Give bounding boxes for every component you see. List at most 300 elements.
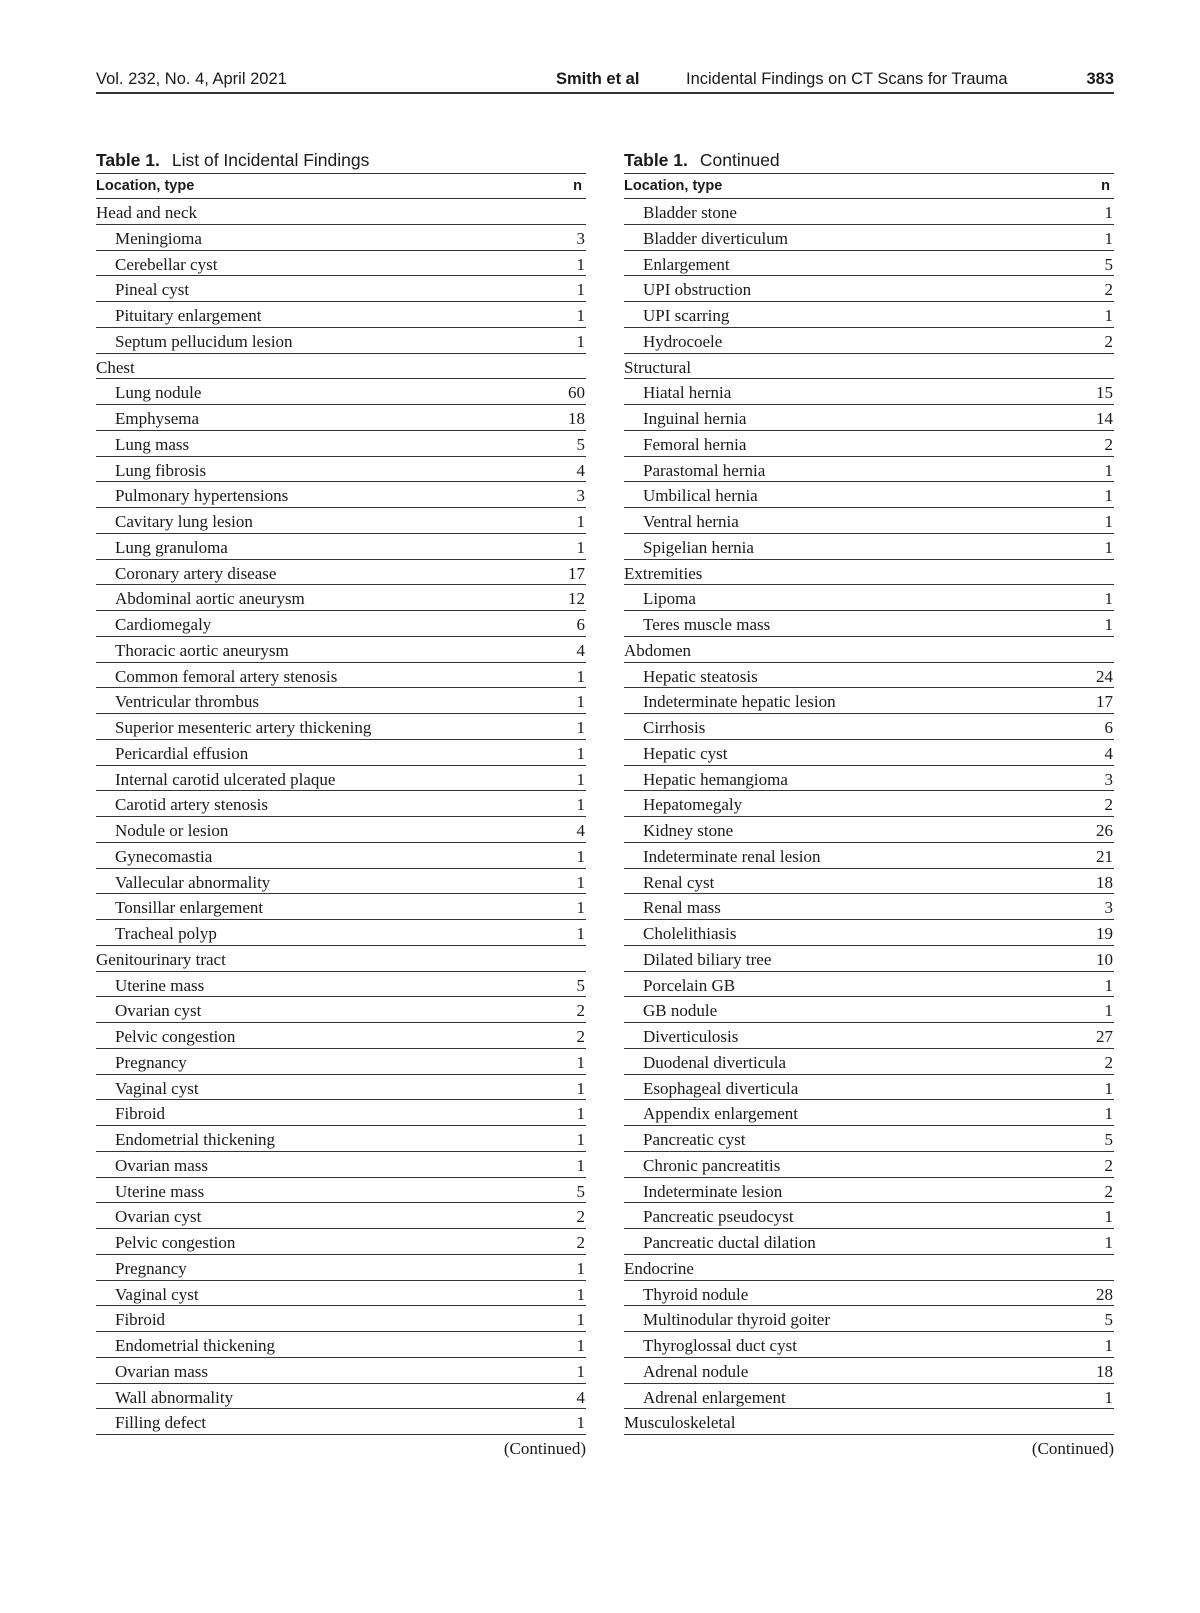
table-category-row: [624, 1255, 1114, 1281]
table-row: [624, 1332, 1114, 1358]
finding-count: 5: [576, 1181, 585, 1201]
table-row: [96, 997, 586, 1023]
table-row: [624, 1100, 1114, 1126]
running-title: Incidental Findings on CT Scans for Trauma: [686, 70, 1008, 88]
finding-label: Pancreatic cyst: [643, 1130, 746, 1149]
finding-count: 1: [576, 692, 585, 712]
table-row: [96, 560, 586, 586]
table-row: [624, 457, 1114, 483]
finding-label: Pericardial effusion: [115, 743, 249, 763]
finding-label: Emphysema: [115, 409, 200, 428]
table-body: [96, 199, 586, 1435]
finding-count: 4: [576, 821, 585, 840]
category-label: Structural: [624, 357, 692, 377]
table-row: [624, 482, 1114, 508]
finding-label: Ventral hernia: [643, 512, 739, 531]
table-body: [624, 199, 1114, 1435]
finding-count: 2: [576, 1207, 585, 1227]
category-label: Musculoskeletal: [624, 1413, 736, 1433]
finding-count: 1: [576, 1284, 585, 1304]
table-category-row: [624, 1409, 1114, 1435]
finding-count: 17: [568, 563, 585, 583]
finding-label: Spigelian hernia: [643, 537, 754, 557]
finding-count: 1: [1104, 486, 1113, 506]
table-caption-label: Table 1.: [96, 150, 160, 170]
finding-label: Lung fibrosis: [115, 460, 207, 480]
table-row: [624, 1358, 1114, 1384]
finding-label: Duodenal diverticula: [643, 1052, 787, 1072]
journal-volume: Vol. 232, No. 4, April 2021: [96, 70, 287, 88]
table-row: [96, 1023, 586, 1049]
finding-label: Hydrocoele: [643, 331, 723, 351]
finding-count: 1: [576, 1361, 585, 1381]
table-row: [624, 817, 1114, 843]
table-row: [624, 1306, 1114, 1332]
table-row: [624, 766, 1114, 792]
finding-count: 1: [576, 512, 585, 531]
finding-label: Bladder diverticulum: [643, 228, 788, 248]
finding-count: 1: [576, 1104, 585, 1124]
table-row: [624, 405, 1114, 431]
finding-count: 1: [576, 846, 585, 866]
finding-label: Ovarian mass: [115, 1155, 209, 1175]
finding-label: Femoral hernia: [643, 434, 747, 454]
table-row: [96, 1332, 586, 1358]
finding-label: Pancreatic ductal dilation: [643, 1233, 816, 1252]
finding-label: Indeterminate renal lesion: [643, 846, 821, 866]
table-row: [624, 276, 1114, 302]
category-label: Extremities: [624, 563, 703, 583]
finding-count: 18: [568, 409, 585, 428]
table-row: [96, 1203, 586, 1229]
table-row: [96, 431, 586, 457]
table-row: [96, 714, 586, 740]
finding-count: 5: [576, 975, 585, 995]
finding-label: Pregnancy: [115, 1052, 187, 1072]
finding-count: 1: [1104, 537, 1113, 557]
table-row: [96, 637, 586, 663]
finding-label: Ventricular thrombus: [115, 692, 259, 712]
finding-label: Abdominal aortic aneurysm: [115, 589, 305, 609]
finding-count: 1: [576, 1413, 585, 1433]
table-category-row: [624, 637, 1114, 663]
finding-label: Meningioma: [115, 228, 202, 248]
table-row: [624, 1178, 1114, 1204]
finding-label: Pelvic congestion: [115, 1027, 236, 1046]
column-header-n: n: [573, 178, 582, 194]
finding-count: 1: [576, 1310, 585, 1330]
finding-label: Dilated biliary tree: [643, 949, 772, 969]
finding-label: Renal mass: [643, 898, 721, 918]
table-category-row: [96, 946, 586, 972]
finding-count: 1: [1104, 203, 1113, 222]
table-category-row: [96, 354, 586, 380]
table-row: [624, 328, 1114, 354]
finding-count: 10: [1096, 949, 1113, 969]
finding-count: 5: [1104, 254, 1113, 274]
table-row: [624, 1229, 1114, 1255]
finding-count: 3: [1104, 898, 1113, 918]
table-row: [624, 920, 1114, 946]
table-row: [96, 1100, 586, 1126]
table-caption-text: Continued: [699, 150, 780, 170]
finding-count: 2: [1104, 434, 1113, 454]
table-row: [96, 251, 586, 277]
finding-label: Multinodular thyroid goiter: [643, 1310, 830, 1330]
table-row: [624, 688, 1114, 714]
finding-count: 5: [576, 434, 585, 454]
table-row: [624, 997, 1114, 1023]
finding-label: Umbilical hernia: [643, 486, 758, 506]
finding-label: Pineal cyst: [115, 280, 190, 300]
finding-count: 1: [576, 254, 585, 274]
table-row: [96, 328, 586, 354]
column-header-n: n: [1101, 178, 1110, 194]
finding-label: Cholelithiasis: [643, 924, 737, 943]
table-row: [624, 1384, 1114, 1410]
finding-label: Hiatal hernia: [643, 383, 732, 403]
finding-label: Hepatic steatosis: [643, 666, 758, 686]
finding-label: Fibroid: [115, 1104, 166, 1124]
category-label: Head and neck: [96, 203, 198, 222]
table-row: [624, 714, 1114, 740]
table-row: [624, 611, 1114, 637]
finding-count: 1: [1104, 1078, 1113, 1098]
table-row: [96, 869, 586, 895]
table-row: [96, 611, 586, 637]
finding-label: Enlargement: [643, 254, 730, 274]
finding-count: 1: [1104, 615, 1113, 634]
finding-label: Ovarian cyst: [115, 1001, 202, 1021]
table-category-row: [624, 354, 1114, 380]
finding-count: 14: [1096, 409, 1113, 428]
finding-label: Pulmonary hypertensions: [115, 486, 289, 506]
finding-count: 1: [1104, 1104, 1113, 1124]
table-row: [624, 1023, 1114, 1049]
finding-label: Filling defect: [115, 1413, 207, 1433]
table-row: [96, 1281, 586, 1307]
finding-label: Endometrial thickening: [115, 1130, 276, 1149]
finding-label: Nodule or lesion: [115, 821, 229, 840]
table-row: [624, 225, 1114, 251]
finding-label: Cerebellar cyst: [115, 254, 218, 274]
finding-count: 3: [576, 228, 585, 248]
finding-label: Lung mass: [115, 434, 190, 454]
table-category-row: [624, 560, 1114, 586]
finding-count: 1: [576, 1336, 585, 1355]
table-row: [96, 405, 586, 431]
finding-label: Lung granuloma: [115, 537, 228, 557]
table-row: [624, 869, 1114, 895]
table-row: [96, 1049, 586, 1075]
finding-count: 1: [1104, 1001, 1113, 1021]
finding-count: 1: [576, 306, 585, 325]
table-row: [96, 920, 586, 946]
table-row: [96, 225, 586, 251]
table-row: [96, 843, 586, 869]
finding-count: 1: [1104, 228, 1113, 248]
finding-label: Adrenal enlargement: [643, 1387, 786, 1407]
table-row: [96, 766, 586, 792]
table-row: [624, 1126, 1114, 1152]
category-label: Genitourinary tract: [96, 949, 226, 969]
finding-count: 18: [1096, 872, 1113, 892]
finding-label: Internal carotid ulcerated plaque: [115, 769, 336, 789]
finding-count: 1: [576, 1130, 585, 1149]
running-header: [96, 62, 1114, 94]
finding-label: Endometrial thickening: [115, 1336, 276, 1355]
table-row: [96, 585, 586, 611]
finding-label: Vaginal cyst: [115, 1078, 199, 1098]
table-right: [624, 148, 1114, 1461]
finding-count: 3: [576, 486, 585, 506]
table-row: [96, 1152, 586, 1178]
finding-label: Appendix enlargement: [643, 1104, 799, 1124]
table-row: [96, 817, 586, 843]
finding-count: 1: [1104, 1336, 1113, 1355]
finding-label: Inguinal hernia: [643, 409, 747, 428]
finding-count: 1: [576, 280, 585, 300]
category-label: Chest: [96, 357, 135, 377]
finding-count: 1: [576, 795, 585, 815]
finding-label: Carotid artery stenosis: [115, 795, 268, 815]
finding-label: Septum pellucidum lesion: [115, 331, 293, 351]
table-row: [96, 534, 586, 560]
finding-count: 1: [576, 898, 585, 918]
table-row: [96, 791, 586, 817]
table-row: [96, 1075, 586, 1101]
table-row: [96, 1409, 586, 1435]
finding-label: Diverticulosis: [643, 1027, 739, 1046]
table-left: [96, 148, 586, 1461]
finding-count: 1: [576, 872, 585, 892]
finding-label: Thyroid nodule: [643, 1284, 749, 1304]
finding-count: 2: [576, 1027, 585, 1046]
page-number: 383: [1086, 70, 1114, 88]
table-row: [624, 199, 1114, 225]
finding-count: 1: [576, 924, 585, 943]
finding-label: UPI obstruction: [643, 280, 752, 300]
table-header-row: [624, 174, 1114, 199]
finding-count: 4: [576, 1387, 585, 1407]
finding-label: Vaginal cyst: [115, 1284, 199, 1304]
finding-label: Indeterminate lesion: [643, 1181, 783, 1201]
table-row: [96, 1255, 586, 1281]
table-row: [624, 585, 1114, 611]
table-row: [96, 1358, 586, 1384]
table-row: [624, 1049, 1114, 1075]
finding-label: Cardiomegaly: [115, 615, 212, 634]
table-row: [624, 791, 1114, 817]
table-row: [624, 508, 1114, 534]
table-category-row: [96, 199, 586, 225]
finding-label: Tracheal polyp: [115, 924, 217, 943]
finding-count: 1: [576, 769, 585, 789]
table-row: [96, 1306, 586, 1332]
finding-count: 27: [1096, 1027, 1113, 1046]
finding-count: 1: [1104, 1387, 1113, 1407]
finding-count: 2: [1104, 280, 1113, 300]
finding-label: Vallecular abnormality: [115, 872, 271, 892]
table-row: [624, 302, 1114, 328]
finding-count: 4: [576, 640, 585, 660]
table-row: [624, 534, 1114, 560]
table-row: [96, 482, 586, 508]
finding-count: 1: [576, 331, 585, 351]
finding-label: Renal cyst: [643, 872, 715, 892]
finding-label: Adrenal nodule: [643, 1361, 749, 1381]
continued-note: (Continued): [503, 1439, 586, 1458]
table-row: [624, 1203, 1114, 1229]
table-row: [96, 1229, 586, 1255]
table-row: [624, 663, 1114, 689]
finding-label: Bladder stone: [643, 203, 737, 222]
finding-label: Hepatomegaly: [643, 795, 743, 815]
finding-label: Ovarian mass: [115, 1361, 209, 1381]
table-row: [96, 379, 586, 405]
finding-count: 4: [576, 460, 585, 480]
category-label: Endocrine: [624, 1258, 694, 1278]
finding-label: Cavitary lung lesion: [115, 512, 253, 531]
table-row: [624, 251, 1114, 277]
finding-count: 1: [1104, 1233, 1113, 1252]
table-row: [96, 663, 586, 689]
finding-count: 2: [1104, 1155, 1113, 1175]
category-label: Abdomen: [624, 640, 692, 660]
finding-count: 1: [576, 1078, 585, 1098]
table-row: [624, 431, 1114, 457]
finding-count: 6: [576, 615, 585, 634]
finding-label: Gynecomastia: [115, 846, 213, 866]
finding-count: 2: [1104, 331, 1113, 351]
finding-count: 1: [576, 537, 585, 557]
finding-label: Superior mesenteric artery thickening: [115, 718, 372, 737]
table-row: [96, 688, 586, 714]
finding-label: Coronary artery disease: [115, 563, 277, 583]
table-row: [96, 457, 586, 483]
finding-count: 1: [1104, 1207, 1113, 1227]
finding-count: 1: [576, 666, 585, 686]
table-row: [96, 1384, 586, 1410]
table-row: [96, 740, 586, 766]
finding-count: 24: [1096, 666, 1113, 686]
finding-count: 4: [1104, 743, 1113, 763]
finding-label: Indeterminate hepatic lesion: [643, 692, 836, 712]
finding-count: 1: [576, 1155, 585, 1175]
finding-label: Teres muscle mass: [643, 615, 771, 634]
column-header-location: Location, type: [96, 178, 195, 194]
finding-count: 5: [1104, 1310, 1113, 1330]
finding-count: 2: [1104, 1181, 1113, 1201]
finding-label: Tonsillar enlargement: [115, 898, 264, 918]
finding-count: 1: [1104, 460, 1113, 480]
table-row: [624, 894, 1114, 920]
finding-count: 1: [576, 743, 585, 763]
table-row: [624, 1281, 1114, 1307]
table-row: [96, 508, 586, 534]
table-row: [624, 1075, 1114, 1101]
finding-label: Esophageal diverticula: [643, 1078, 799, 1098]
table-header-row: [96, 174, 586, 199]
finding-count: 21: [1096, 846, 1113, 866]
table-row: [96, 894, 586, 920]
table-caption-text: List of Incidental Findings: [171, 150, 370, 170]
finding-label: GB nodule: [643, 1001, 718, 1021]
finding-label: Uterine mass: [115, 975, 205, 995]
finding-count: 2: [1104, 1052, 1113, 1072]
finding-count: 6: [1104, 718, 1113, 737]
finding-count: 1: [576, 1258, 585, 1278]
finding-label: Hepatic hemangioma: [643, 769, 788, 789]
table-row: [624, 379, 1114, 405]
finding-count: 26: [1096, 821, 1113, 840]
table-caption-label: Table 1.: [624, 150, 688, 170]
finding-label: Common femoral artery stenosis: [115, 666, 338, 686]
table-row: [624, 843, 1114, 869]
table-caption: [96, 148, 586, 174]
finding-count: 12: [568, 589, 585, 609]
finding-label: Lipoma: [643, 589, 696, 609]
table-row: [624, 740, 1114, 766]
finding-label: Ovarian cyst: [115, 1207, 202, 1227]
finding-label: Pelvic congestion: [115, 1233, 236, 1252]
finding-label: Chronic pancreatitis: [643, 1155, 781, 1175]
finding-count: 1: [1104, 975, 1113, 995]
finding-label: UPI scarring: [643, 306, 730, 325]
finding-label: Thoracic aortic aneurysm: [115, 640, 289, 660]
finding-count: 1: [1104, 589, 1113, 609]
finding-label: Parastomal hernia: [643, 460, 766, 480]
table-row: [96, 972, 586, 998]
finding-count: 15: [1096, 383, 1113, 403]
finding-label: Pancreatic pseudocyst: [643, 1207, 794, 1227]
table-row: [96, 276, 586, 302]
finding-count: 1: [1104, 306, 1113, 325]
finding-count: 3: [1104, 769, 1113, 789]
table-row: [624, 946, 1114, 972]
finding-count: 2: [576, 1233, 585, 1252]
finding-label: Hepatic cyst: [643, 743, 728, 763]
table-row: [96, 302, 586, 328]
finding-label: Pregnancy: [115, 1258, 187, 1278]
finding-count: 1: [576, 718, 585, 737]
finding-label: Pituitary enlargement: [115, 306, 262, 325]
finding-label: Uterine mass: [115, 1181, 205, 1201]
finding-count: 18: [1096, 1361, 1113, 1381]
continued-note: (Continued): [1031, 1439, 1114, 1458]
finding-count: 19: [1096, 924, 1113, 943]
finding-count: 60: [568, 383, 585, 403]
table-row: [624, 1152, 1114, 1178]
table-row: [96, 1178, 586, 1204]
table-row: [96, 1126, 586, 1152]
finding-count: 17: [1096, 692, 1113, 712]
finding-label: Thyroglossal duct cyst: [643, 1336, 797, 1355]
finding-count: 1: [576, 1052, 585, 1072]
finding-label: Fibroid: [115, 1310, 166, 1330]
finding-label: Kidney stone: [643, 821, 734, 840]
table-row: [624, 972, 1114, 998]
table-caption: [624, 148, 1114, 174]
finding-label: Lung nodule: [115, 383, 202, 403]
finding-count: 1: [1104, 512, 1113, 531]
finding-count: 5: [1104, 1130, 1113, 1149]
column-header-location: Location, type: [624, 178, 723, 194]
finding-count: 28: [1096, 1284, 1113, 1304]
finding-count: 2: [1104, 795, 1113, 815]
running-authors: Smith et al: [556, 70, 640, 88]
finding-label: Wall abnormality: [115, 1387, 234, 1407]
